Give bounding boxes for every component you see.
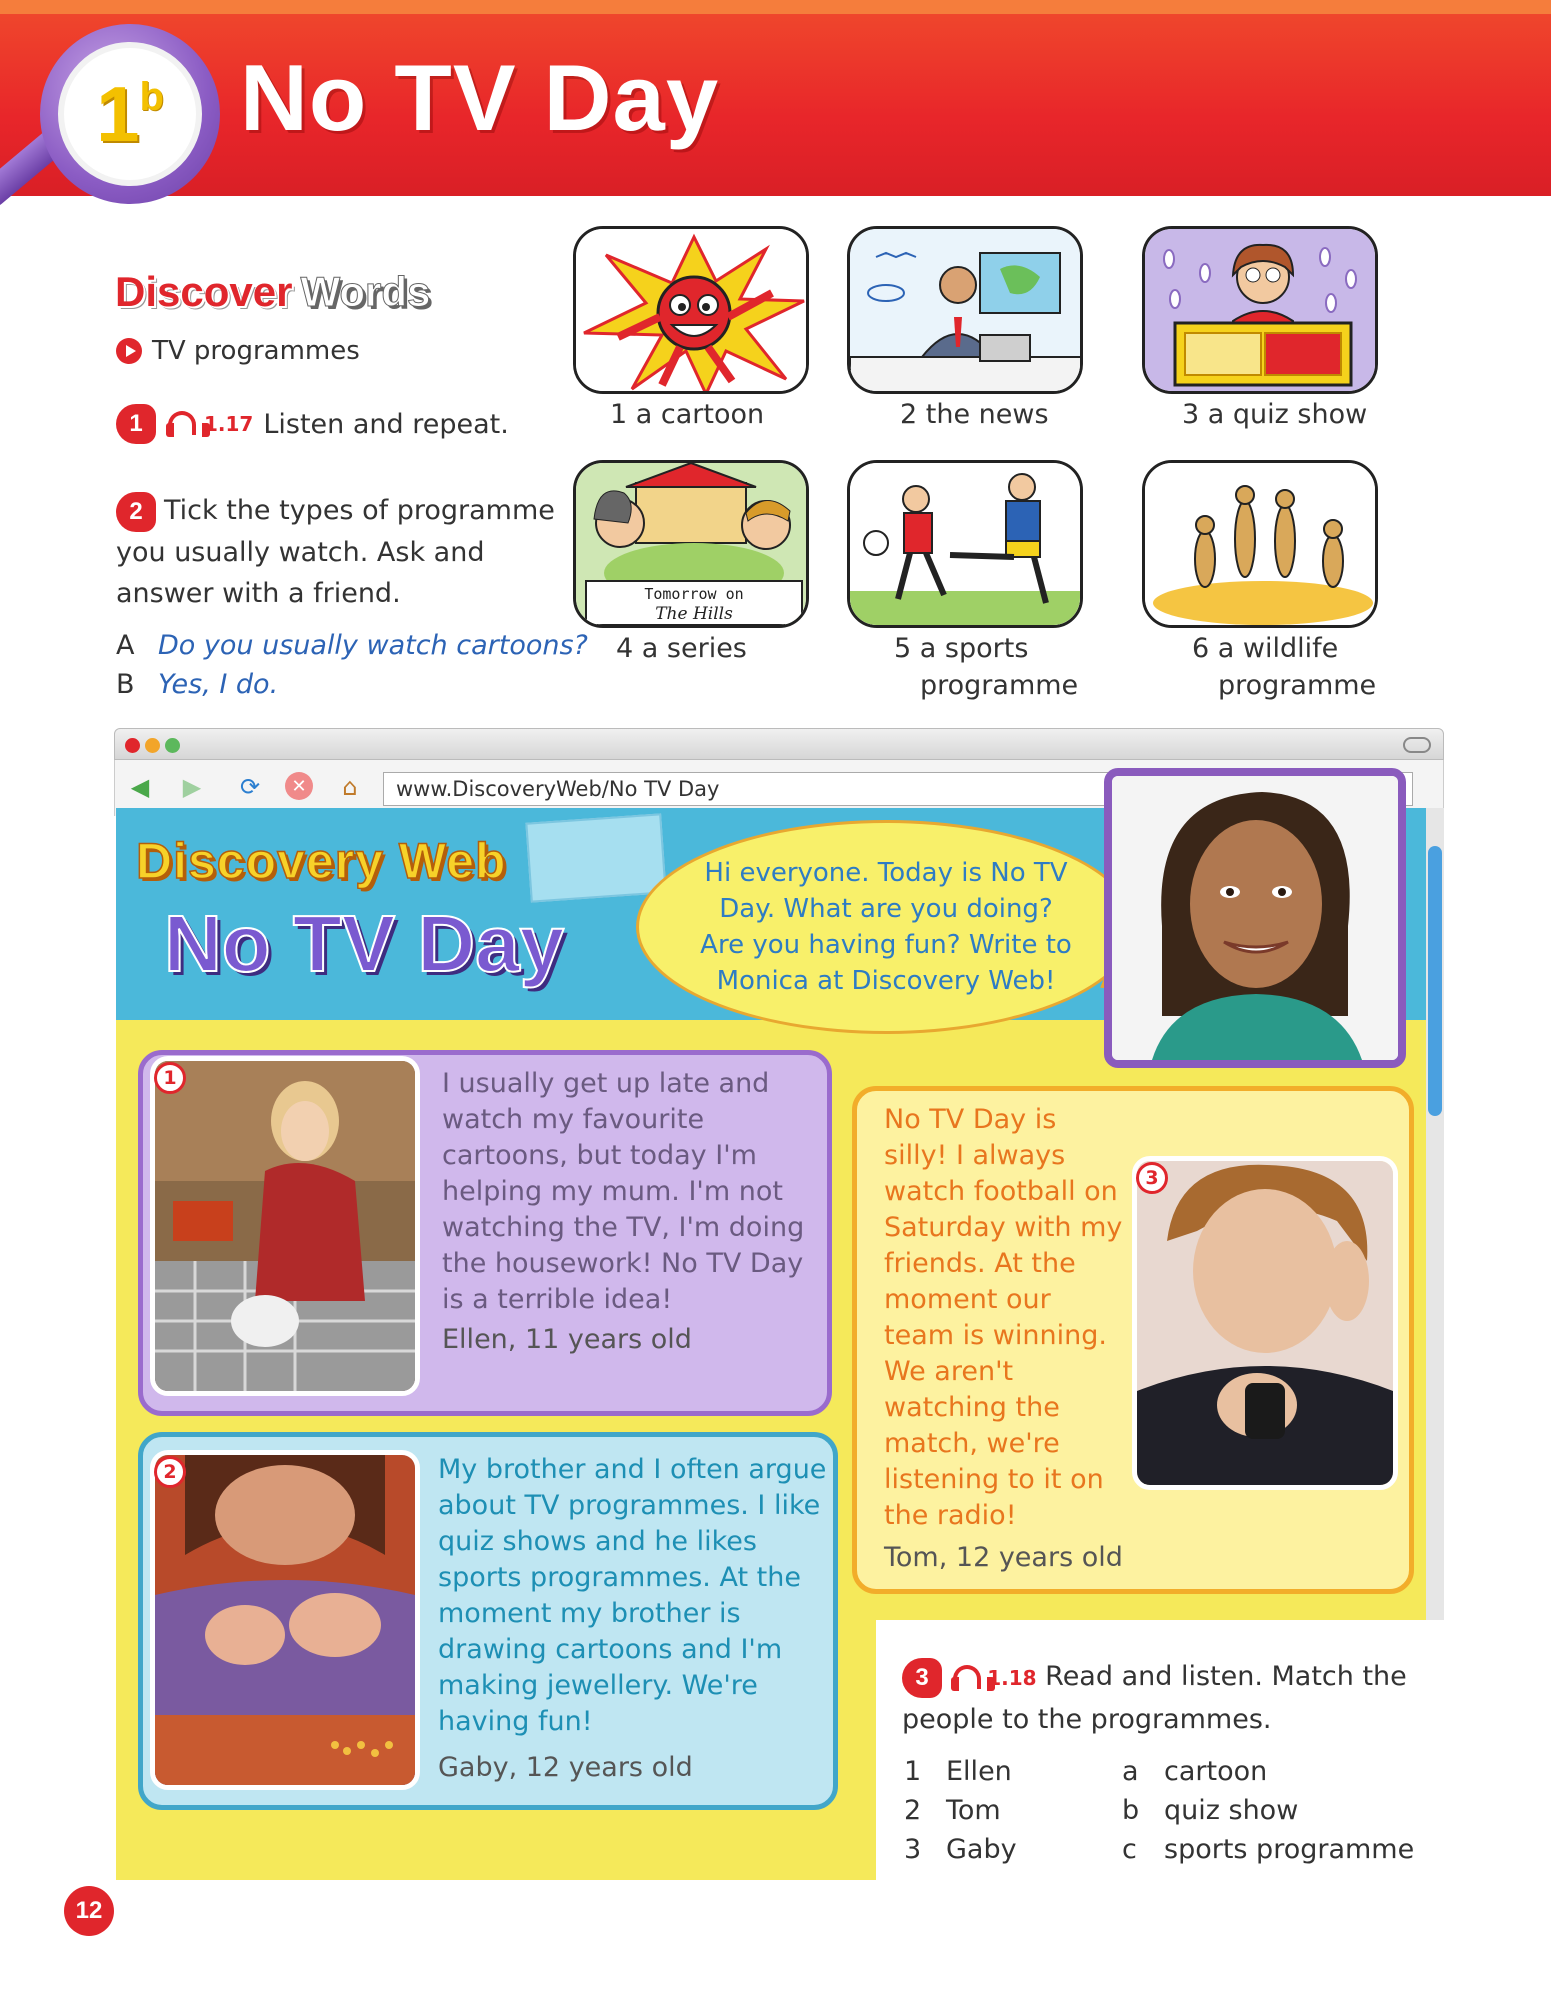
tom-photo [1132, 1156, 1398, 1490]
ellen-photo [150, 1056, 420, 1396]
girl-portrait [1112, 776, 1398, 1060]
tom-image [1137, 1161, 1393, 1485]
item-name: Tom [946, 1795, 1001, 1826]
exercise-2-number: 2 [116, 492, 156, 532]
scrollbar-thumb[interactable] [1428, 846, 1442, 1116]
news-illustration [850, 229, 1083, 394]
ellen-image [155, 1061, 415, 1391]
forward-arrow-icon[interactable]: ▶ [182, 773, 202, 801]
dialog-line [116, 665, 588, 704]
picture-caption [610, 396, 764, 433]
url-input[interactable]: www.DiscoveryWeb/No TV Day [383, 772, 1413, 806]
item-number: 2 [904, 1795, 922, 1826]
dialog-speaker: B [116, 669, 135, 700]
picture-cartoon[interactable] [573, 226, 809, 394]
exercise-3-track: 1.18 [987, 1666, 1037, 1690]
caption-number: 6 [1192, 633, 1210, 664]
item-letter: c [1122, 1834, 1137, 1865]
caption-label: a wildlife [1217, 633, 1339, 664]
browser-titlebar [114, 728, 1444, 760]
item-name: sports programme [1164, 1834, 1415, 1865]
quiz-show-illustration [1145, 229, 1378, 394]
page-number: 12 [64, 1886, 114, 1936]
stop-icon[interactable]: ✕ [285, 772, 313, 800]
post-text-gaby: My brother and I often argue about TV programmes. I like quiz shows and he likes sports programmes. At the moment my brother is drawing cartoons and I'm making jewellery. We're having fun! [438, 1454, 827, 1737]
item-name: quiz show [1164, 1795, 1299, 1826]
unit-badge [58, 42, 202, 186]
gaby-photo [150, 1450, 420, 1790]
exercise-3-instruction: Read and listen. Match the people to the programmes. [902, 1661, 1407, 1735]
post-number-badge: 3 [1136, 1162, 1168, 1194]
picture-wildlife-programme[interactable] [1142, 460, 1378, 628]
caption-label: a quiz show [1207, 399, 1368, 430]
header-highlight [0, 0, 1551, 14]
dialog-text: Do you usually watch cartoons? [158, 630, 588, 661]
series-illustration [576, 463, 809, 628]
home-icon[interactable]: ⌂ [342, 773, 358, 801]
minimize-dot-icon[interactable] [145, 738, 160, 753]
item-letter: a [1122, 1756, 1139, 1787]
list-item [904, 1830, 1017, 1869]
caption-label-line2: programme [920, 670, 1079, 701]
discover-title-part1: Discover [115, 268, 293, 315]
headphones-icon[interactable] [951, 1663, 979, 1693]
post-signature-tom: Tom, 12 years old [884, 1542, 1123, 1573]
caption-number: 5 [894, 633, 912, 664]
caption-label: a series [641, 633, 747, 664]
topic-line [116, 336, 360, 366]
wildlife-illustration [1145, 463, 1378, 628]
item-name: cartoon [1164, 1756, 1268, 1787]
caption-label: the news [925, 399, 1049, 430]
post-number-badge: 1 [154, 1062, 186, 1094]
exercise-1-number: 1 [116, 404, 156, 444]
headphones-icon[interactable] [166, 409, 194, 439]
item-letter: b [1122, 1795, 1140, 1826]
exercise-2-instruction: Tick the types of programme you usually watch. Ask and answer with a friend. [116, 495, 555, 609]
item-number: 3 [904, 1834, 922, 1865]
list-item [1122, 1791, 1414, 1830]
discover-words-title [115, 268, 430, 316]
dialog-speaker: A [116, 630, 135, 661]
post-text-tom: No TV Day is silly! I always watch football on Saturday with my friends. At the moment our team is winning. We aren't watching the match, we're listening to it on the radio! [884, 1104, 1123, 1531]
item-number: 1 [904, 1756, 922, 1787]
list-item [1122, 1752, 1414, 1791]
speech-bubble [636, 820, 1136, 1034]
sticky-note [525, 813, 666, 902]
series-sign-line2: The Hills [655, 604, 733, 624]
page-title: No TV Day [240, 45, 720, 150]
unit-letter: b [139, 74, 164, 119]
discovery-web-logo: Discovery Web [136, 833, 507, 889]
picture-caption [616, 630, 747, 667]
picture-sports-programme[interactable] [847, 460, 1083, 628]
exercise-3 [902, 1656, 1422, 1741]
picture-caption [894, 630, 1078, 704]
people-list [904, 1752, 1017, 1869]
picture-news[interactable] [847, 226, 1083, 394]
example-dialog [116, 626, 588, 704]
list-item [1122, 1830, 1414, 1869]
dialog-line [116, 626, 588, 665]
exercise-3-number: 3 [902, 1658, 942, 1698]
series-sign-line1: Tomorrow on [644, 585, 744, 603]
caption-label: a sports [919, 633, 1029, 664]
web-title: No TV Day [164, 899, 565, 988]
picture-series[interactable] [573, 460, 809, 628]
unit-number: 1 [96, 70, 140, 158]
discover-title-part2: Words [300, 268, 431, 315]
topic-label: TV programmes [152, 336, 360, 366]
post-text-ellen: I usually get up late and watch my favourite cartoons, but today I'm helping my mum. I'm not watching the TV, I'm doing the housework! No TV Day is a terrible idea! [442, 1068, 805, 1315]
gaby-image [155, 1455, 415, 1785]
caption-number: 4 [616, 633, 634, 664]
dialog-text: Yes, I do. [158, 669, 279, 700]
post-signature-gaby: Gaby, 12 years old [438, 1752, 693, 1783]
programmes-list [1122, 1752, 1414, 1869]
cartoon-illustration [576, 229, 809, 394]
list-item [904, 1791, 1017, 1830]
monica-photo [1104, 768, 1406, 1068]
caption-label-line2: programme [1218, 670, 1377, 701]
exercise-2 [116, 490, 556, 614]
picture-caption [900, 396, 1049, 433]
picture-quiz-show[interactable] [1142, 226, 1378, 394]
item-name: Ellen [946, 1756, 1012, 1787]
refresh-icon[interactable]: ⟳ [239, 773, 261, 801]
sports-illustration [850, 463, 1083, 628]
item-name: Gaby [946, 1834, 1017, 1865]
header-band [0, 0, 1551, 196]
play-icon [116, 338, 142, 364]
caption-number: 2 [900, 399, 918, 430]
exercise-1 [116, 404, 509, 444]
caption-label: a cartoon [635, 399, 765, 430]
exercise-1-instruction: Listen and repeat. [263, 408, 509, 440]
picture-caption [1182, 396, 1367, 433]
exercise-1-track: 1.17 [204, 412, 254, 436]
close-dot-icon[interactable] [125, 738, 140, 753]
caption-number: 1 [610, 399, 628, 430]
picture-caption [1192, 630, 1376, 704]
maximize-dot-icon[interactable] [165, 738, 180, 753]
post-number-badge: 2 [154, 1456, 186, 1488]
post-signature-ellen: Ellen, 11 years old [442, 1324, 692, 1355]
speech-bubble-text: Hi everyone. Today is No TV Day. What are you doing? Are you having fun? Write to Monica at Discovery Web! [700, 858, 1072, 996]
toolbar-toggle-icon[interactable] [1403, 737, 1431, 753]
list-item [904, 1752, 1017, 1791]
caption-number: 3 [1182, 399, 1200, 430]
back-arrow-icon[interactable]: ◀ [130, 773, 150, 801]
